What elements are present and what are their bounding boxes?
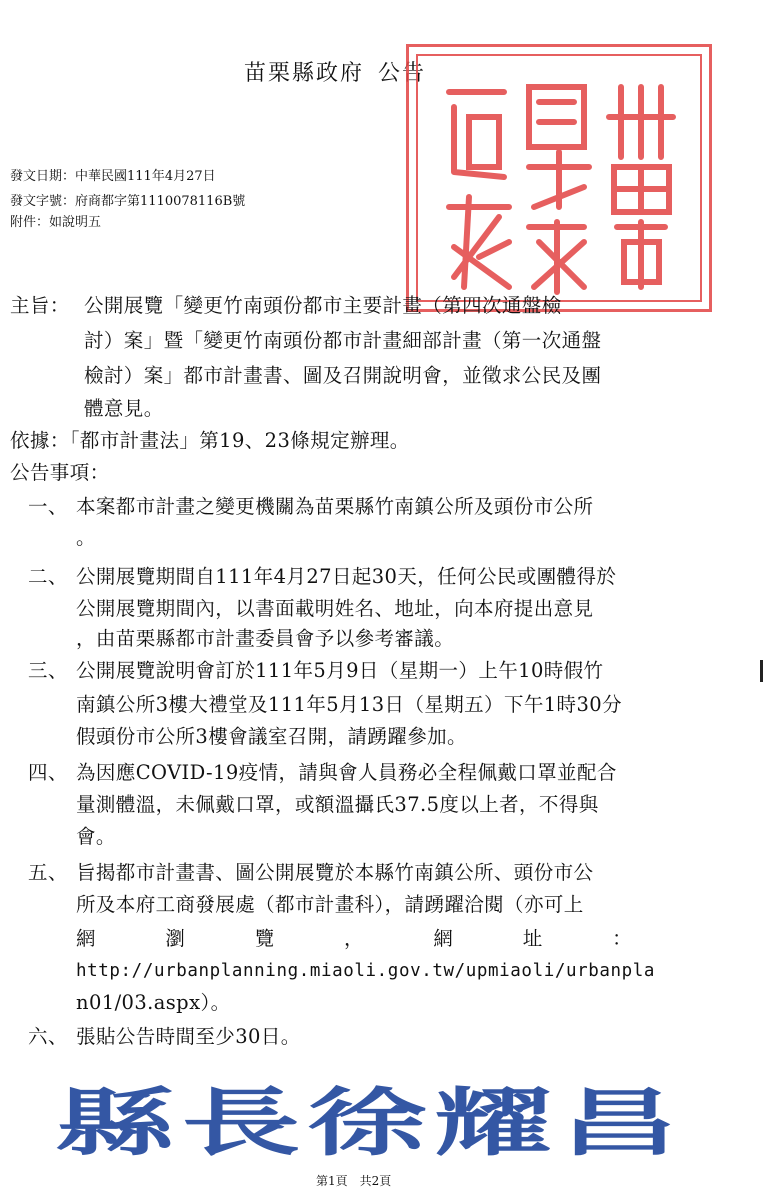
document-title	[244, 56, 426, 87]
issue-date: 發文日期：中華民國111年4月27日	[10, 169, 216, 184]
spread-char: 網	[76, 927, 96, 950]
item-line: 量測體溫，未佩戴口罩，或額溫攝氏37.5度以上者，不得與	[76, 793, 599, 816]
spread-char: ，	[344, 927, 364, 950]
spread-char: 瀏	[165, 927, 186, 950]
page-total: 共2頁	[359, 1174, 392, 1188]
item-line: 本案都市計畫之變更機關為苗栗縣竹南鎮公所及頭份市公所	[76, 495, 594, 518]
official-seal-icon	[406, 44, 712, 312]
scan-mark	[760, 660, 763, 682]
notice-label: 公告事項：	[10, 461, 110, 484]
page-number: 第1頁	[316, 1174, 348, 1188]
document-type: 公告	[378, 61, 427, 86]
item-line: 公開展覽說明會訂於111年5月9日（星期一）上午10時假竹	[76, 659, 604, 682]
issuing-agency: 苗栗縣政府	[244, 61, 365, 86]
item-number: 一、	[28, 495, 68, 518]
url-text: http://urbanplanning.miaoli.gov.tw/upmiaoli/urbanpla	[76, 961, 656, 981]
spread-char: 址	[522, 927, 543, 950]
item-line: 會。	[76, 825, 116, 848]
item-line: 南鎮公所3樓大禮堂及111年5月13日（星期五）下午1時30分	[76, 693, 622, 716]
item-number: 五、	[28, 861, 68, 884]
spread-line	[76, 926, 632, 952]
reference-number: 發文字號：府商都字第1110078116B號	[10, 194, 246, 209]
item-line: 。	[76, 526, 96, 549]
subject-line: 討）案」暨「變更竹南頭份都市計畫細部計畫（第一次通盤	[84, 329, 602, 352]
item-line: 所及本府工商發展處（都市計畫科），請踴躍洽閱（亦可上	[76, 893, 584, 916]
subject-line: 體意見。	[84, 397, 164, 420]
item-line: 旨揭都市計畫書、圖公開展覽於本縣竹南鎮公所、頭份市公	[76, 861, 594, 884]
magistrate-signature-stamp	[52, 1056, 692, 1166]
item-line: ，由苗栗縣都市計畫委員會予以參考審議。	[76, 627, 455, 650]
page-footer	[316, 1172, 391, 1189]
item-line: 公開展覽期間內，以書面載明姓名、地址，向本府提出意見	[76, 597, 594, 620]
legal-basis: 依據：「都市計畫法」第19、23條規定辦理。	[10, 429, 410, 452]
spread-char: 覽	[254, 927, 275, 950]
item-number: 六、	[28, 1025, 68, 1048]
spread-char: ：	[612, 927, 632, 950]
signature-char: 縣長徐耀昌	[55, 1079, 686, 1166]
item-number: 二、	[28, 565, 68, 588]
url-text: n01/03.aspx）。	[76, 991, 231, 1014]
subject-line: 檢討）案」都市計畫書、圖及召開說明會，並徵求公民及團	[84, 364, 602, 387]
item-line: 公開展覽期間自111年4月27日起30天，任何公民或團體得於	[76, 565, 617, 588]
attachment-note: 附件：如說明五	[10, 215, 102, 230]
item-line: 張貼公告時間至少30日。	[76, 1025, 301, 1048]
spread-char: 網	[433, 927, 454, 950]
item-number: 三、	[28, 659, 68, 682]
subject-line: 公開展覽「變更竹南頭份都市主要計畫（第四次通盤檢	[84, 294, 562, 317]
item-line: 假頭份市公所3樓會議室召開，請踴躍參加。	[76, 725, 467, 748]
item-number: 四、	[28, 761, 68, 784]
subject-label: 主旨：	[10, 294, 70, 317]
item-line: 為因應COVID-19疫情，請與會人員務必全程佩戴口罩並配合	[76, 761, 617, 784]
